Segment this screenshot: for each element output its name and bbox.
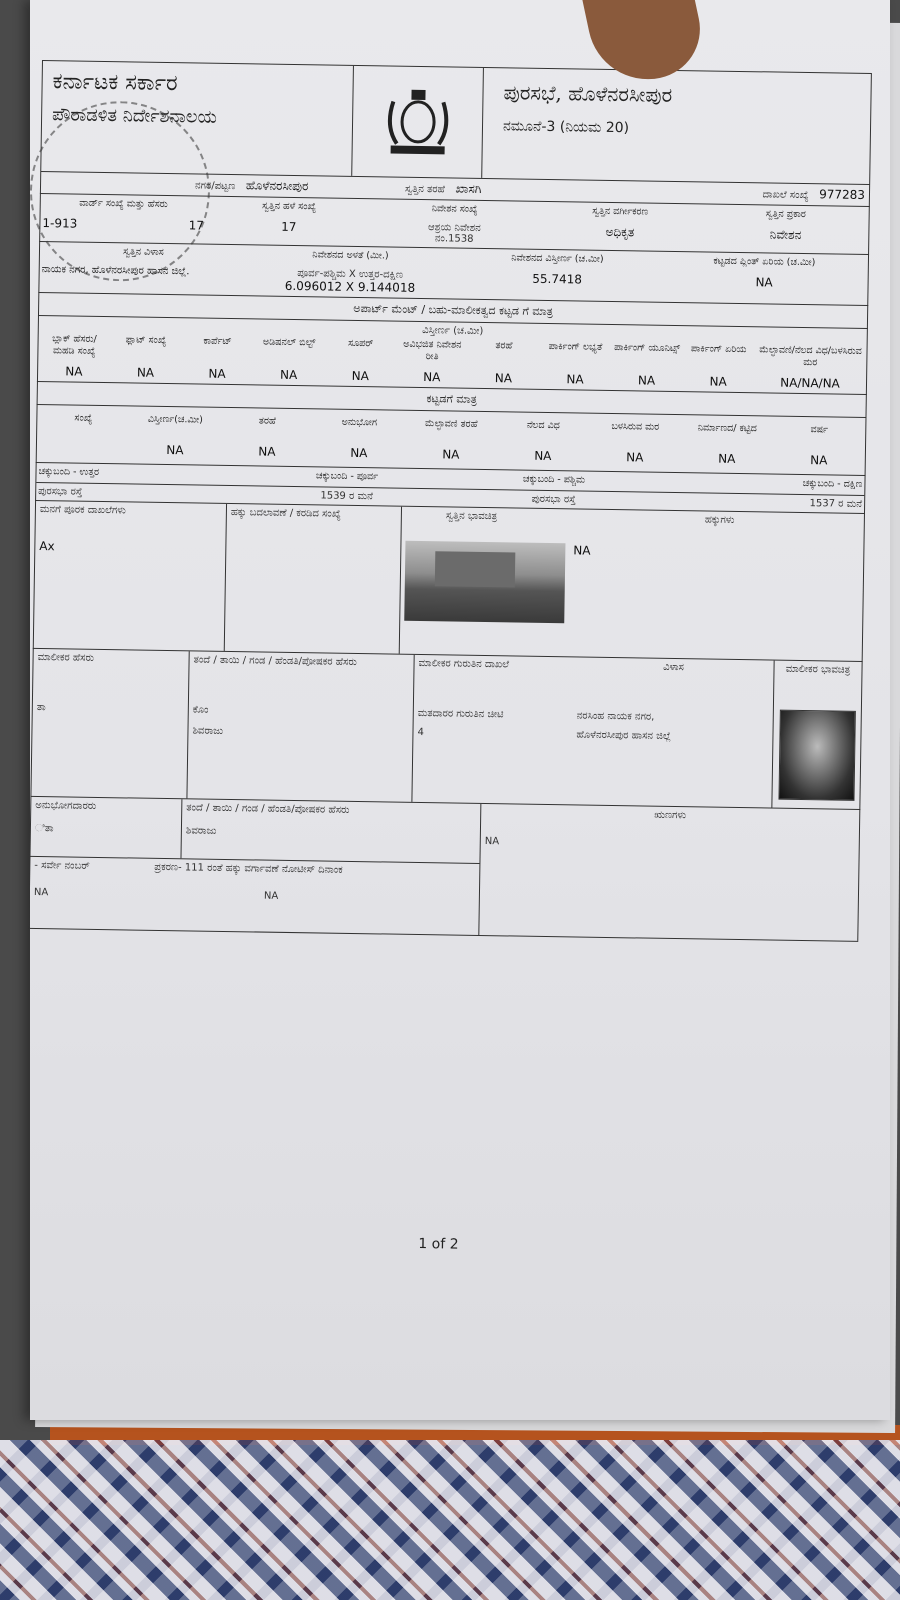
background-cloth (0, 1440, 900, 1600)
classification-value: ಅಧಿಕೃತ (605, 224, 635, 240)
notice-date-value: NA (263, 890, 279, 902)
boundaries-table: ಚಕ್ಕುಬಂದಿ - ಉತ್ತರ ಚಕ್ಕುಬಂದಿ - ಪೂರ್ವ ಚಕ್ಕುಬಂದಿ - ಪಶ್ಚಿಮ ಚಕ್ಕುಬಂದಿ - ದಕ್ಷಿಣ ಪುರಸಭಾ ರಸ್ತೆ 1539 ರ ಮನೆ ಪುರಸಭಾ ರಸ್ತೆ 1537 ರ ಮನೆ (35, 463, 865, 514)
site-number: ನಂ.1538 (434, 233, 474, 245)
page-number: 1 of 2 (418, 1236, 459, 1253)
owner-id-type: ಮತದಾರರ ಗುರುತಿನ ಚೀಟಿ (417, 707, 504, 721)
owner-photo (778, 710, 855, 801)
dept-title: ಪೌರಾಡಳಿತ ನಿರ್ದೇಶನಾಲಯ (51, 104, 217, 128)
apartment-area-group: ವಿಸ್ತೀರ್ಣ (ಚ.ಮೀ) (422, 324, 484, 337)
town-value: ಹೊಳೆನರಸೀಪುರ (245, 178, 309, 194)
document-page (30, 0, 890, 1420)
state-emblem (351, 66, 483, 178)
rights-value: NA (573, 543, 591, 558)
property-address: ನಾಯಕ ನಗರ, ಹೊಳೆನರಸೀಪುರ ಹಾಸನ ಜಿಲ್ಲೆ. (41, 263, 190, 277)
dimension-value: 6.096012 X 9.144018 (284, 278, 416, 295)
loans-value: NA (484, 835, 500, 848)
building-section-title: ಕಟ್ಟಡಗೆ ಮಾತ್ರ (37, 382, 867, 418)
owner-row: ಮಾಲೀಕರ ಹೆಸರು ತಾ ತಂದೆ / ತಾಯಿ / ಗಂಡ / ಹೆಂಡತಿ/ಪೋಷಕರ ಹೆಸರು ಕೊಂ ಶಿವರಾಜು ಮಾಲೀಕರ ಗುರುತಿನ ದಾಖಲೆ ಮತದಾರರ ಗುರುತಿನ ಚೀಟಿ 4 ವಿಳಾಸ ನರಸಿಂಹ ನಾಯಕ ನಗರ, ಹೊಳೆನರಸೀಪುರ ಹಾಸನ ಜಿಲ್ಲೆ ಮಾಲೀಕರ ಭಾವಚಿತ್ರ (30, 649, 862, 810)
form-name: ನಮೂನೆ-3 (ನಿಯಮ 20) (502, 118, 630, 137)
info-row-1: ನಗರ/ಪಟ್ಟಣ ಹೊಳೆನರಸೀಪುರ ಸ್ವತ್ತಿನ ತರಹೆ ಖಾಸಗಿ ದಾಖಲೆ ಸಂಖ್ಯೆ 977283 (40, 172, 870, 207)
municipality-name: ಪುರಸಭೆ, ಹೊಳೆನರಸೀಪುರ (503, 80, 673, 107)
emblem-icon (372, 81, 463, 162)
property-type-value: ನಿವೇಶನ (769, 227, 802, 242)
supporting-docs-value: Ax (39, 538, 55, 554)
prop-type-value: ಖಾಸಗಿ (455, 181, 482, 196)
address-row: ಸ್ವತ್ತಿನ ವಿಳಾಸ ನಿವೇಶನದ ಅಳತೆ (ಮೀ.) ನಿವೇಶನದ ವಿಸ್ತೀರ್ಣ (ಚ.ಮೀ) ಕಟ್ಟಡದ ಪ್ಲಿಂತ್ ಏರಿಯ (ಚ.ಮೀ) ನಾಯಕ ನಗರ, ಹೊಳೆನರಸೀಪುರ ಹಾಸನ ಜಿಲ್ಲೆ. ಪೂರ್ವ-ಪಶ್ಚಿಮ X ಉತ್ತರ-ದಕ್ಷಿಣ 6.096012 X 9.144018 55.7418 NA (38, 242, 869, 306)
owner-parent-name: ಶಿವರಾಜು (192, 725, 224, 737)
plinth-area: NA (755, 274, 773, 290)
record-number: 977283 (819, 187, 866, 202)
old-number: 17 (281, 219, 297, 234)
boundary-south: 1537 ರ ಮನೆ (809, 497, 863, 510)
occupant-parent-name: ಶಿವರಾಜು (185, 825, 217, 837)
owner-address-1: ನರಸಿಂಹ ನಾಯಕ ನಗರ, (576, 710, 655, 723)
occupant-name: ಿತಾ (34, 822, 54, 835)
owner-id-number: 4 (417, 726, 424, 738)
property-photo (404, 541, 565, 624)
documents-row: ಮನಗೆ ಪೂರಕ ದಾಖಲೆಗಳು Ax ಹಕ್ಕು ಬದಲಾವಣೆ / ಕರಡಿದ ಸಂಖ್ಯೆ ಸ್ವತ್ತಿನ ಭಾವಚಿತ್ರ NA ಹಕ್ಕುಗಳು (33, 501, 865, 662)
site-area: 55.7418 (532, 271, 583, 287)
ward-number: 17 (188, 218, 205, 233)
boundary-west: ಪುರಸಭಾ ರಸ್ತೆ (531, 493, 576, 506)
info-row-2: ವಾರ್ಡ್ ಸಂಖ್ಯೆ ಮತ್ತು ಹೆಸರು ಸ್ವತ್ತಿನ ಹಳೆ ಸಂಖ್ಯೆ ನಿವೇಶನ ಸಂಖ್ಯೆ ಸ್ವತ್ತಿನ ವರ್ಗೀಕರಣ ಸ್ವತ್ತಿನ ಪ್ರಕಾರ 1-913 17 17 ಆಶ್ರಯ ನಿವೇಶನ ನಂ.1538 ಅಧಿಕೃತ ನಿವೇಶನ (39, 194, 870, 255)
owner-name: ತಾ (36, 701, 46, 714)
boundary-east: 1539 ರ ಮನೆ (320, 490, 374, 503)
property-form (28, 60, 872, 1253)
apartment-section-title: ಅಪಾರ್ಟ್ ಮೆಂಟ್ / ಬಹು-ಮಾಲೀಕತ್ವದ ಕಟ್ಟಡ ಗೆ ಮಾತ್ರ (38, 293, 868, 329)
occupant-row: ಅನುಭೋಗದಾರರು ಿತಾ ತಂದೆ / ತಾಯಿ / ಗಂಡ / ಹೆಂಡತಿ/ಪೋಷಕರ ಹೆಸರು ಶಿವರಾಜು - ಸರ್ವೇ ನಂಬರ್ NA ಪ್ರಕರಣ- 111 ರಂತೆ ಹಕ್ಕು ವರ್ಗಾವಣೆ ನೋಟೀಸ್ ದಿನಾಂಕ NA ಋಣಗಳು NA (28, 797, 860, 942)
apartment-table: ವಿಸ್ತೀರ್ಣ (ಚ.ಮೀ) ಬ್ಲಾಕ್ ಹೆಸರು/ ಮಹಡಿ ಸಂಖ್ಯೆ ಫ್ಲಾಟ್ ಸಂಖ್ಯೆ ಕಾರ್ಪೆಟ್ ಅಡಿಷನಲ್ ಬಿಲ್ಟ್ ಸೂಪರ್ ಅವಿಭಜಿತ ನಿವೇಶನ ರೀತಿ ತರಹೆ ಪಾರ್ಕಿಂಗ್ ಲಭ್ಯತೆ ಪಾರ್ಕಿಂಗ್ ಯೂನಿಟ್ಸ್ ಪಾರ್ಕಿಂಗ್ ಏರಿಯ ಮೆಲ್ಛಾವಣಿ/ನೆಲದ ವಿಧ/ಬಳಸಿರುವ ಮರ NA NA NA NA NA NA NA NA NA NA NA/NA/NA (37, 316, 868, 396)
building-table: ಸಂಖ್ಯೆ ವಿಸ್ತೀರ್ಣ(ಚ.ಮೀ) ತರಹೆ ಅನುಭೋಗ ಮೆಲ್ಛಾವಣಿ ತರಹೆ ನೆಲದ ವಿಧ ಬಳಸಿರುವ ಮರ ನಿರ್ಮಾಣದ/ ಕಟ್ಟಿದ ವರ್ಷ NA NA NA NA NA NA NA NA (36, 405, 867, 476)
owner-relation: ಕೊಂ (192, 704, 209, 716)
owner-address-2: ಹೊಳೆನರಸೀಪುರ ಹಾಸನ ಜಿಲ್ಲೆ (576, 729, 672, 742)
gov-title: ಕರ್ನಾಟಕ ಸರ್ಕಾರ (52, 69, 178, 97)
survey-number-value: NA (33, 886, 49, 899)
assess-number: 1-913 (42, 215, 78, 231)
boundary-north: ಪುರಸಭಾ ರಸ್ತೆ (38, 485, 83, 498)
